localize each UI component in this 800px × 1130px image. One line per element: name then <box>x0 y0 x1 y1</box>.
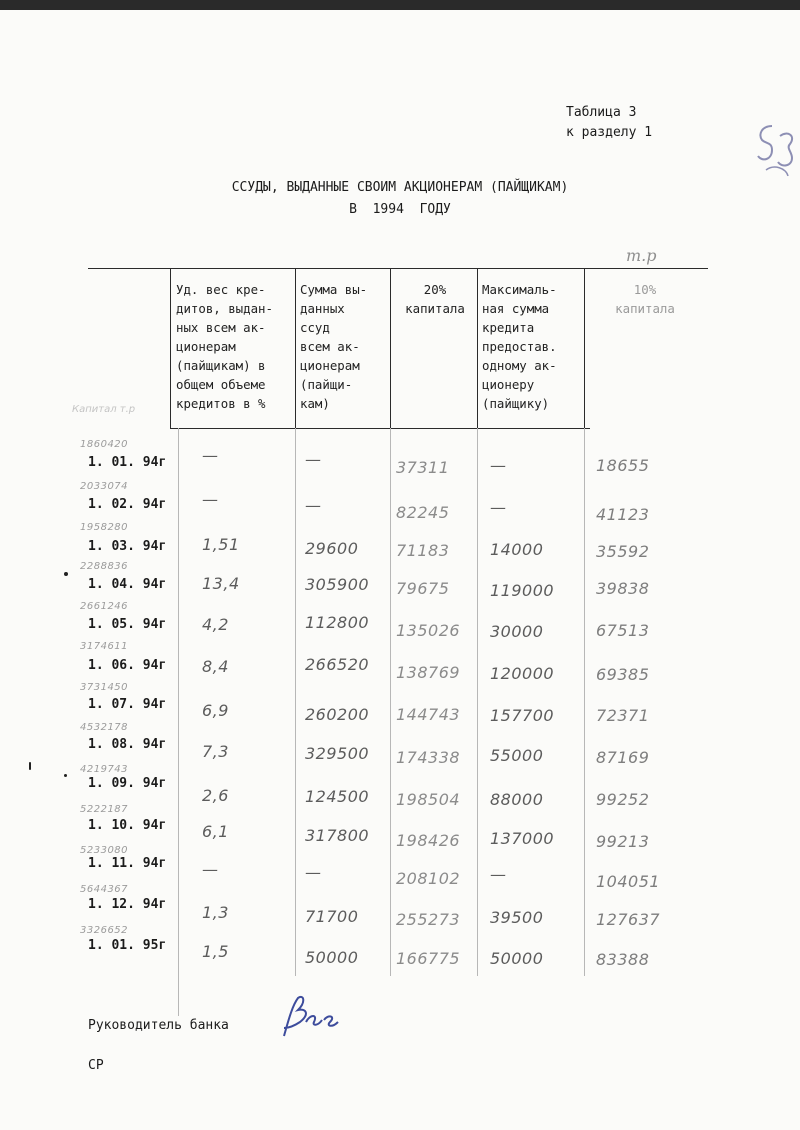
cell-total-loans: 317800 <box>305 826 370 845</box>
cell-total-loans: — <box>305 863 322 882</box>
cell-10pct-capital: 104051 <box>596 872 661 891</box>
cell-20pct-capital: 208102 <box>396 869 461 888</box>
cell-share: — <box>202 490 219 509</box>
column-divider <box>295 428 296 976</box>
cell-share: 4,2 <box>202 615 229 634</box>
column-divider <box>170 268 171 428</box>
cell-share: — <box>202 446 219 465</box>
row-date: 1. 09. 94г <box>88 776 167 791</box>
cell-20pct-capital: 135026 <box>396 621 461 640</box>
cell-10pct-capital: 72371 <box>596 706 650 725</box>
cell-20pct-capital: 138769 <box>396 663 461 682</box>
capital-pencil-note: 5644367 <box>80 884 129 895</box>
cell-20pct-capital: 144743 <box>396 705 461 724</box>
cell-share: 7,3 <box>202 742 229 761</box>
column-divider <box>584 428 585 976</box>
table-header-rule <box>170 428 590 429</box>
capital-pencil-note: 1958280 <box>80 522 129 533</box>
cell-share: 1,3 <box>202 903 229 922</box>
column-divider <box>477 268 478 428</box>
cell-max-loan: 50000 <box>490 949 544 968</box>
cell-share: 2,6 <box>202 786 229 805</box>
capital-pencil-note: 3731450 <box>80 682 129 693</box>
capital-pencil-note: 3174611 <box>80 641 129 652</box>
cell-total-loans: 124500 <box>305 787 370 806</box>
row-date: 1. 11. 94г <box>88 856 167 871</box>
table-top-rule <box>88 268 708 269</box>
cell-share: 8,4 <box>202 657 229 676</box>
cell-20pct-capital: 71183 <box>396 541 450 560</box>
cell-20pct-capital: 198426 <box>396 831 461 850</box>
signature-image <box>276 992 346 1044</box>
cell-10pct-capital: 35592 <box>596 542 650 561</box>
column-divider <box>178 428 179 1016</box>
row-date: 1. 08. 94г <box>88 737 167 752</box>
column-divider <box>584 268 585 428</box>
cell-max-loan: 14000 <box>490 540 544 559</box>
row-date: 1. 05. 94г <box>88 617 167 632</box>
document-subtitle: В 1994 ГОДУ <box>349 202 451 217</box>
cell-10pct-capital: 83388 <box>596 950 650 969</box>
row-date: 1. 07. 94г <box>88 697 167 712</box>
cell-10pct-capital: 87169 <box>596 748 650 767</box>
capital-pencil-note: 5222187 <box>80 804 129 815</box>
column-divider <box>477 428 478 976</box>
cell-10pct-capital: 18655 <box>596 456 650 475</box>
capital-pencil-note: 4219743 <box>80 764 129 775</box>
cell-20pct-capital: 166775 <box>396 949 461 968</box>
cell-total-loans: — <box>305 496 322 515</box>
capital-pencil-note: 5233080 <box>80 845 129 856</box>
margin-pencil-note: Капитал т.р <box>72 404 136 415</box>
cell-total-loans: 266520 <box>305 655 370 674</box>
scan-top-edge <box>0 0 800 10</box>
capital-pencil-note: 2661246 <box>80 601 129 612</box>
cell-share: 6,9 <box>202 701 229 720</box>
column-header-total-loans: Сумма вы- данных ссуд всем ак- ционерам (пайщи- кам) <box>300 282 368 411</box>
capital-pencil-note: 1860420 <box>80 439 129 450</box>
row-date: 1. 10. 94г <box>88 818 167 833</box>
capital-pencil-note: 4532178 <box>80 722 129 733</box>
table-caption-line2: к разделу 1 <box>566 125 653 140</box>
margin-mark <box>64 572 68 576</box>
cell-20pct-capital: 198504 <box>396 790 461 809</box>
cell-total-loans: 329500 <box>305 744 370 763</box>
cell-total-loans: 260200 <box>305 705 370 724</box>
units-note: т.р <box>626 246 657 265</box>
cell-max-loan: 157700 <box>490 706 555 725</box>
cell-total-loans: 29600 <box>305 539 359 558</box>
cell-share: — <box>202 860 219 879</box>
table-caption-line1: Таблица 3 <box>566 105 637 120</box>
cell-total-loans: 112800 <box>305 613 370 632</box>
cell-max-loan: 55000 <box>490 746 544 765</box>
page-number-stamp <box>752 120 800 188</box>
cell-max-loan: 39500 <box>490 908 544 927</box>
row-date: 1. 06. 94г <box>88 658 167 673</box>
cell-share: 13,4 <box>202 574 240 593</box>
document-title: ССУДЫ, ВЫДАННЫЕ СВОИМ АКЦИОНЕРАМ (ПАЙЩИКАМ) <box>231 180 569 195</box>
executor-initials: СР <box>88 1058 104 1073</box>
cell-max-loan: 88000 <box>490 790 544 809</box>
cell-max-loan: 119000 <box>490 581 555 600</box>
cell-max-loan: 30000 <box>490 622 544 641</box>
cell-20pct-capital: 255273 <box>396 910 461 929</box>
row-date: 1. 01. 94г <box>88 455 167 470</box>
cell-total-loans: — <box>305 450 322 469</box>
cell-max-loan: — <box>490 456 507 475</box>
cell-10pct-capital: 99213 <box>596 832 650 851</box>
cell-10pct-capital: 41123 <box>596 505 650 524</box>
margin-mark <box>29 762 31 770</box>
capital-pencil-note: 3326652 <box>80 925 129 936</box>
cell-max-loan: — <box>490 498 507 517</box>
column-divider <box>295 268 296 428</box>
cell-max-loan: 137000 <box>490 829 555 848</box>
cell-total-loans: 50000 <box>305 948 359 967</box>
row-date: 1. 01. 95г <box>88 938 167 953</box>
cell-10pct-capital: 99252 <box>596 790 650 809</box>
cell-total-loans: 71700 <box>305 907 359 926</box>
row-date: 1. 03. 94г <box>88 539 167 554</box>
capital-pencil-note: 2288836 <box>80 561 129 572</box>
row-date: 1. 02. 94г <box>88 497 167 512</box>
cell-20pct-capital: 174338 <box>396 748 461 767</box>
cell-10pct-capital: 67513 <box>596 621 650 640</box>
cell-max-loan: — <box>490 865 507 884</box>
bank-head-label: Руководитель банка <box>88 1018 229 1033</box>
cell-20pct-capital: 82245 <box>396 503 450 522</box>
margin-mark <box>64 774 67 777</box>
cell-10pct-capital: 69385 <box>596 665 650 684</box>
column-header-max-loan: Максималь- ная сумма кредита предостав. одному ак- ционеру (пайщику) <box>482 282 557 411</box>
cell-20pct-capital: 37311 <box>396 458 450 477</box>
column-header-10pct-capital: 10% капитала <box>615 282 675 316</box>
cell-20pct-capital: 79675 <box>396 579 450 598</box>
cell-total-loans: 305900 <box>305 575 370 594</box>
cell-share: 6,1 <box>202 822 229 841</box>
cell-10pct-capital: 127637 <box>596 910 661 929</box>
column-header-share: Уд. вес кре- дитов, выдан- ных всем ак- ционерам (пайщикам) в общем объеме кредитов в % <box>176 282 273 411</box>
row-date: 1. 04. 94г <box>88 577 167 592</box>
cell-10pct-capital: 39838 <box>596 579 650 598</box>
cell-share: 1,51 <box>202 535 240 554</box>
capital-pencil-note: 2033074 <box>80 481 129 492</box>
column-divider <box>390 428 391 976</box>
cell-share: 1,5 <box>202 942 229 961</box>
column-divider <box>390 268 391 428</box>
column-header-20pct-capital: 20% капитала <box>405 282 465 316</box>
row-date: 1. 12. 94г <box>88 897 167 912</box>
cell-max-loan: 120000 <box>490 664 555 683</box>
